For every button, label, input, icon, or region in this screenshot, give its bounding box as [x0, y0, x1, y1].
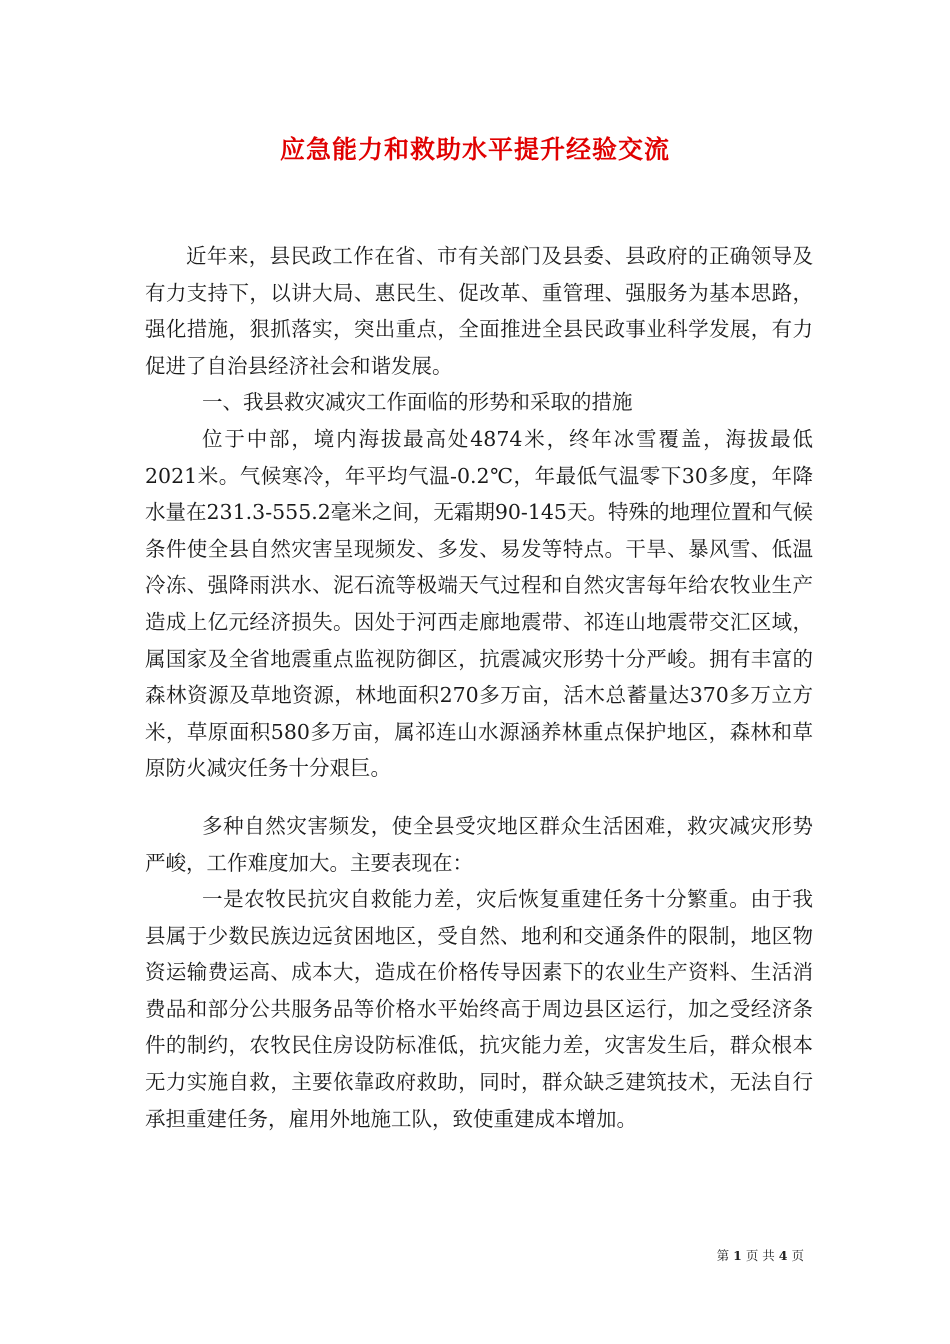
body-paragraph: 多种自然灾害频发，使全县受灾地区群众生活困难，救灾减灾形势严峻，工作难度加大。主要表现在： — [145, 813, 813, 875]
page-title: 应急能力和救助水平提升经验交流 — [279, 135, 670, 164]
body-paragraph: 位于中部，境内海拔最高处4874米，终年冰雪覆盖，海拔最低2021米。气候寒冷，年平均气温-0.2℃，年最低气温零下30多度，年降水量在231.3-555.2毫米之间，无霜期90-145天。特殊的地理位置和气候条件使全县自然灾害呈现频发、多发、易发等特点。干旱、暴风雪、低温冷冻、强降雨洪水、泥石流等极端天气过程和自然灾害每年给农牧业生产造成上亿元经济损失。因处于河西走廊地震带、祁连山地震带交汇区域，属国家及全省地震重点监视防御区，抗震减灾形势十分严峻。拥有丰富的森林资源及草地资源，林地面积270多万亩，活木总蓄量达370多万立方米，草原面积580多万亩，属祁连山水源涵养林重点保护地区，森林和草原防火减灾任务十分艰巨。 — [145, 426, 813, 781]
current-page: 1 — [733, 1248, 742, 1263]
section-heading: 一、我县救灾减灾工作面临的形势和采取的措施 — [202, 390, 633, 415]
page-number-prefix: 第 — [716, 1248, 730, 1263]
page-number-suffix: 页 — [791, 1248, 804, 1263]
document-body — [145, 238, 813, 1137]
body-paragraph: 一是农牧民抗灾自救能力差，灾后恢复重建任务十分繁重。由于我县属于少数民族边远贫困地区，受自然、地利和交通条件的限制，地区物资运输费运高、成本大，造成在价格传导因素下的农业生产资料、生活消费品和部分公共服务品等价格水平始终高于周边县区运行，加之受经济条件的制约，农牧民住房设防标准低，抗灾能力差，灾害发生后，群众根本无力实施自救，主要依靠政府救助，同时，群众缺乏建筑技术，无法自行承担重建任务，雇用外地施工队，致使重建成本增加。 — [145, 887, 813, 1131]
intro-paragraph: 近年来，县民政工作在省、市有关部门及县委、县政府的正确领导及有力支持下，以讲大局、惠民生、促改革、重管理、强服务为基本思路，强化措施，狠抓落实，突出重点，全面推进全县民政事业科学发展，有力促进了自治县经济社会和谐发展。 — [145, 244, 813, 378]
page-number — [717, 1247, 804, 1265]
total-pages: 4 — [778, 1248, 788, 1263]
page-number-middle: 页 共 — [745, 1248, 775, 1263]
